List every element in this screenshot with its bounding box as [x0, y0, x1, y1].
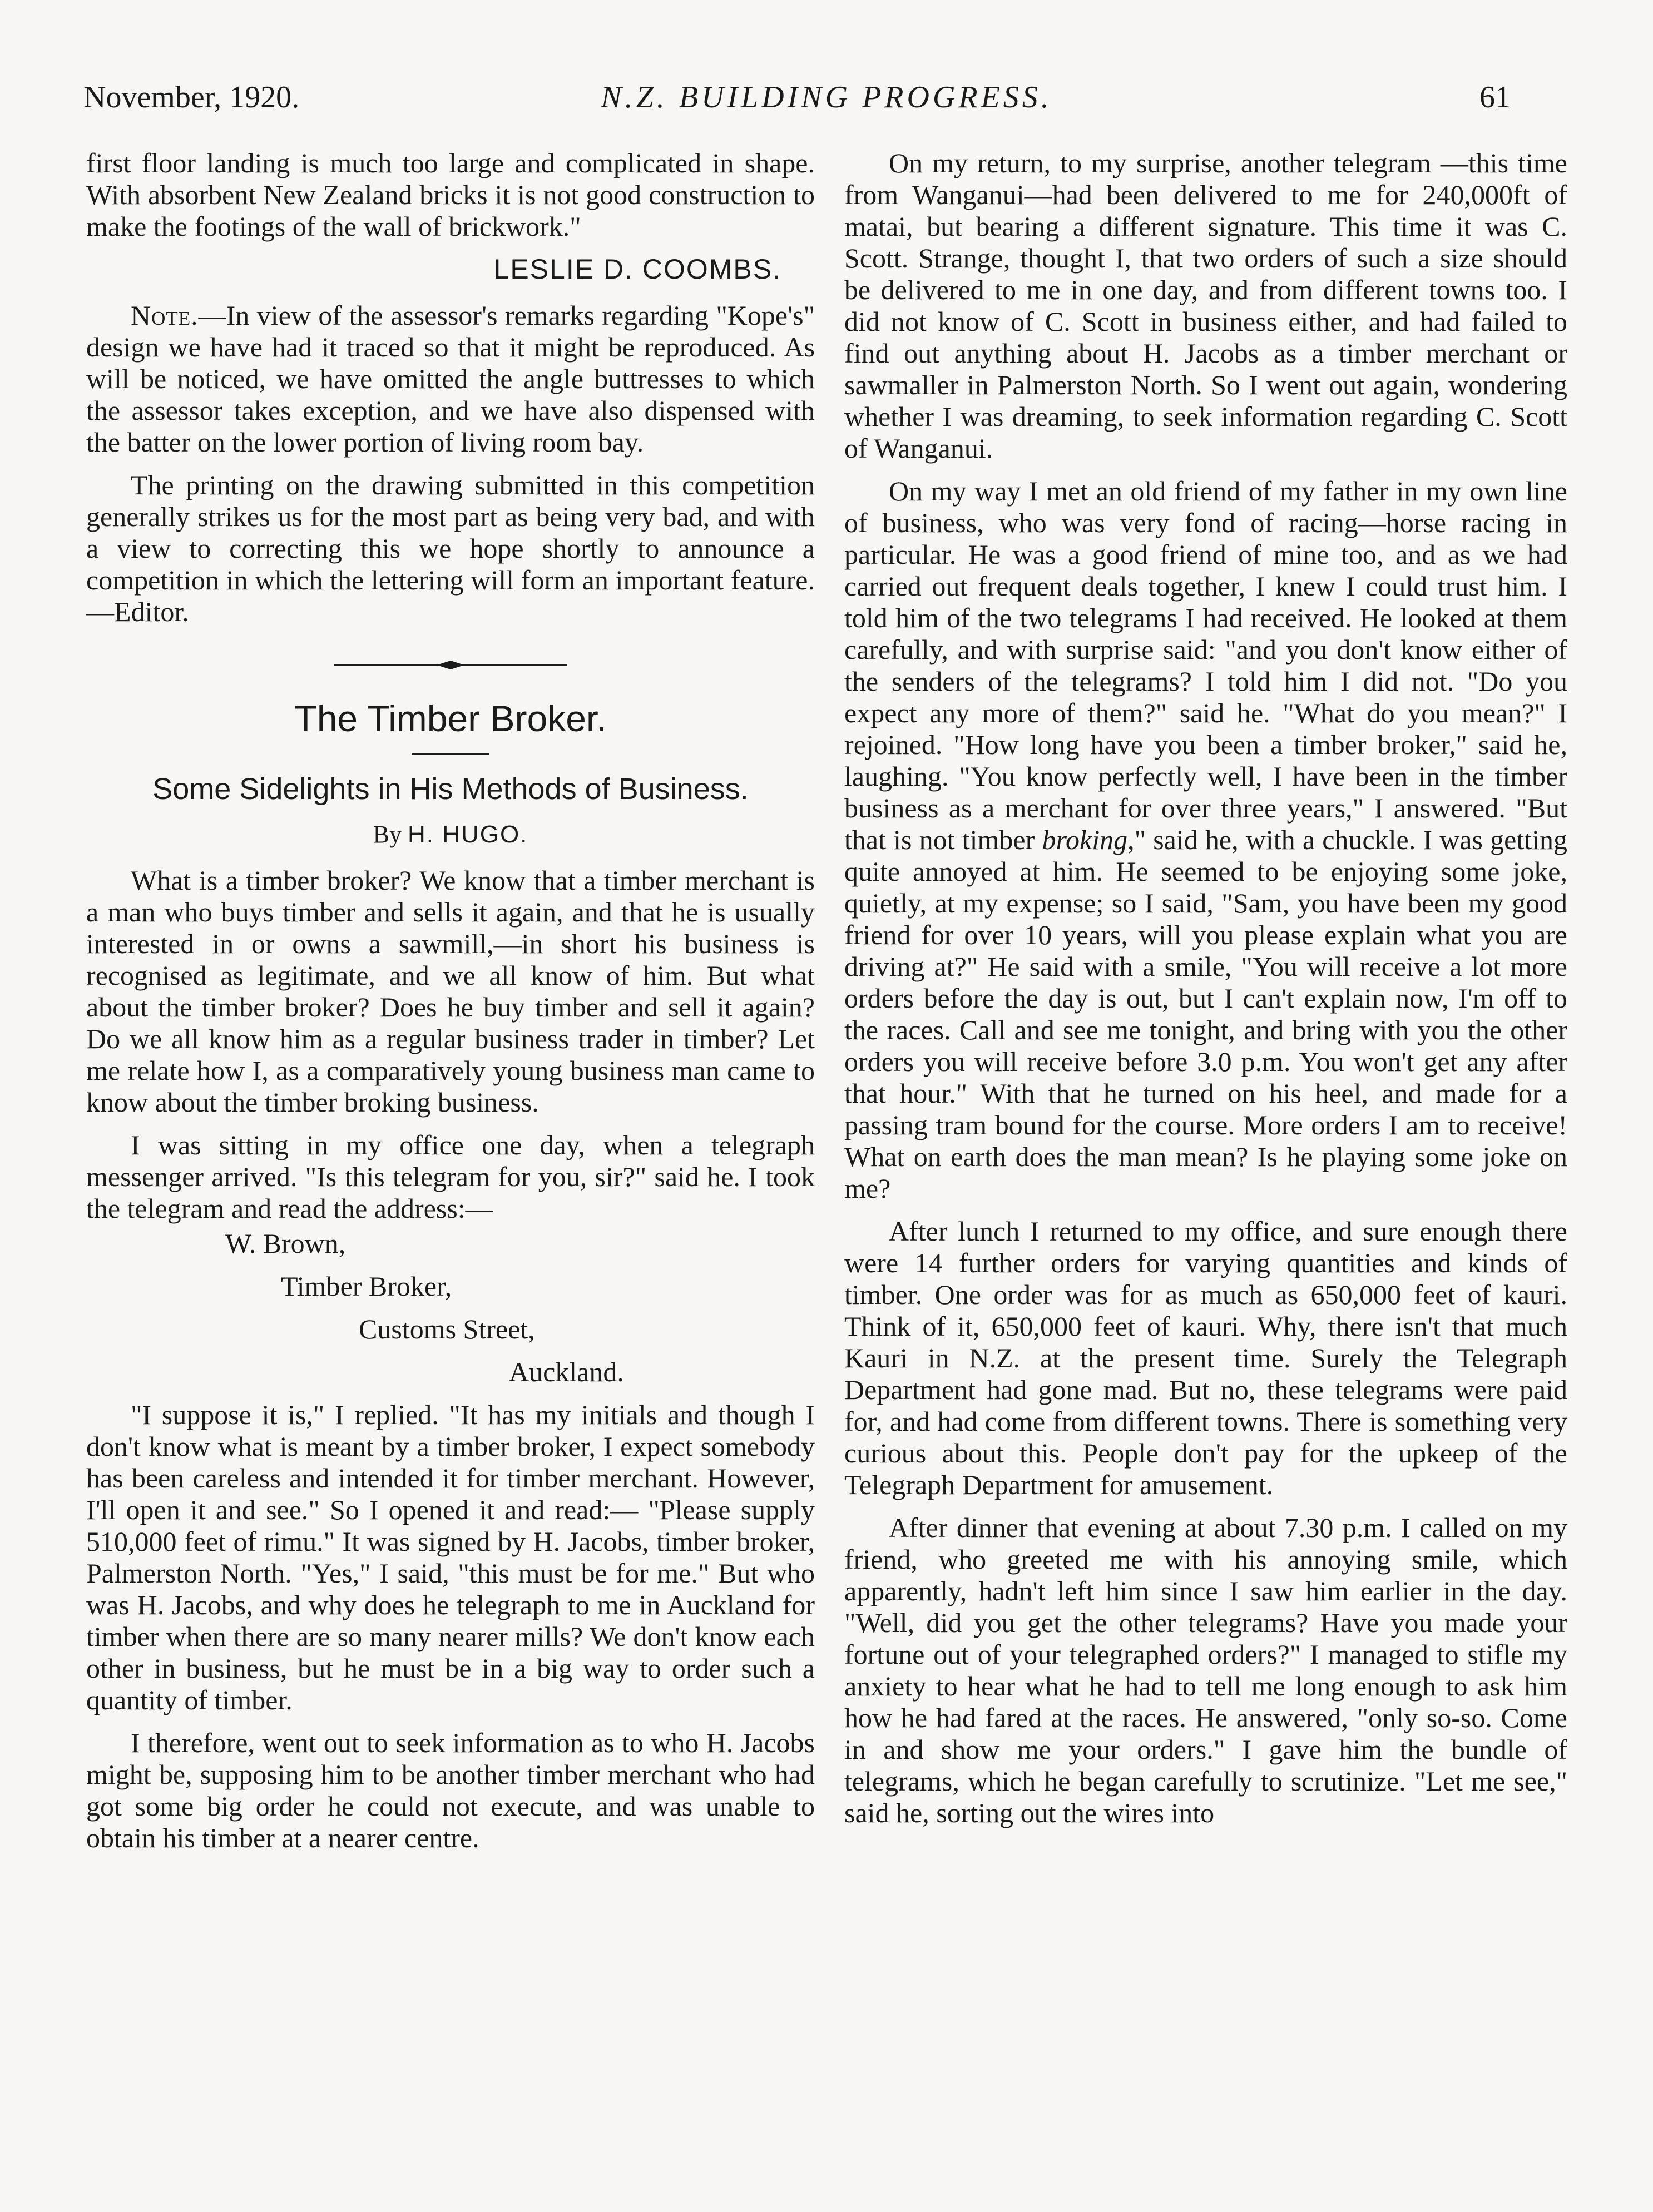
- article-title: The Timber Broker.: [294, 698, 607, 739]
- note-text: —In view of the assessor's remarks regarding "Kope's" design we have had it traced so that it might be reproduced. As will be noticed, we have omitted the angle buttresses to which the assessor takes exception, and we have also dispensed with the batter on the lower portion of living room bay.: [86, 300, 815, 458]
- byline-prefix: By: [373, 821, 402, 848]
- text-run: ," said he, with a chuckle. I was getting quite annoyed at him. He seemed to be enjoying some joke, quietly, at my expense; so I said, "Sam, you have been my good friend for over 10 years, will you please explain what you are driving at?" He said with a smile, "You will receive a lot more orders before the day is out, but I can't explain now, I'm off to the races. Call and see me tonight, and bring with you the other orders you will receive before 3.0 p.m. You won't get any after that hour." With that he turned on his heel, and made for a passing tram bound for the course. More orders I am to receive! What on earth does the man mean? Is he playing some joke on me?: [844, 824, 1567, 1204]
- paragraph: "I suppose it is," I replied. "It has my initials and though I don't know what is meant by a timber broker, I expect somebody has been careless and intended it for timber merchant. However, I'll open it and see." So I opened it and read:— "Please supply 510,000 feet of rimu." It was signed by H. Jacobs, timber broker, Palmerston North. "Yes," I said, "this must be for me." But who was H. Jacobs, and why does he telegraph to me in Auckland for timber when there are so many nearer mills? We don't know each other in business, but he must be in a big way to order such a quantity of timber.: [86, 1399, 815, 1715]
- text-run: On my way I met an old friend of my father in my own line of business, who was very fond of racing—horse racing in particular. He was a good friend of mine too, and as we had carried out frequent deals together, I knew I could trust him. I told him of the two telegrams I had received. He looked at them carefully, and with surprise said: "and you don't know either of the senders of the telegrams? I told him I did not. "Do you expect any more of them?" said he. "What do you mean?" I rejoined. "How long have you been a timber broker," said he, laughing. "You know perfectly well, I have been in the timber business as a merchant for over three years," I answered. "But that is not timber: [844, 475, 1567, 855]
- address-line: Timber Broker,: [281, 1271, 452, 1302]
- paragraph: [844, 475, 1567, 1204]
- paragraph: After dinner that evening at about 7.30 p.m. I called on my friend, who greeted me with his annoying smile, which apparently, hadn't left him since I saw him earlier in the day. "Well, did you get the other telegrams? Have you made your fortune out of your telegraphed orders?" I managed to stifle my anxiety to hear what he had to tell me long enough to ask him how he had fared at the races. He answered, "only so-so. Come in and show me your orders." I gave him the bundle of telegrams, which he began carefully to scrutinize. "Let me see," said he, sorting out the wires into: [844, 1512, 1567, 1828]
- address-line: Auckland.: [509, 1356, 624, 1387]
- byline-author: H. HUGO.: [407, 821, 528, 848]
- right-column: [844, 147, 1567, 1840]
- address-line: W. Brown,: [225, 1228, 346, 1259]
- paragraph: On my return, to my surprise, another telegram —this time from Wanganui—had been delivered to me for 240,000ft of matai, but bearing a different signature. This time it was C. Scott. Strange, thought I, that two orders of such a size should be delivered to me in one day, and from different towns too. I did not know of C. Scott in business either, and had failed to find out anything about H. Jacobs as a timber merchant or sawmaller in Palmerston North. So I went out again, wondering whether I was dreaming, to seek information regarding C. Scott of Wanganui.: [844, 147, 1567, 464]
- paragraph: After lunch I returned to my office, and sure enough there were 14 further orders for varying quantities and kinds of timber. One order was for as much as 650,000 feet of kauri. Think of it, 650,000 feet of kauri. Why, there isn't that much Kauri in N.Z. at the present time. Surely the Telegraph Department had gone mad. But no, these telegrams were paid for, and had come from different towns. There is something very curious about this. People don't pay for the upkeep of the Telegraph Department for amusement.: [844, 1216, 1567, 1500]
- note-label: Note.: [131, 300, 199, 331]
- paragraph: first floor landing is much too large and complicated in shape. With absorbent New Zealand bricks it is not good construction to make the footings of the wall of brickwork.": [86, 147, 815, 242]
- left-column: [86, 147, 815, 1865]
- paragraph: I therefore, went out to seek information as to who H. Jacobs might be, supposing him to be another timber merchant who had got some big order he could not execute, and was unable to obtain his timber at a nearer centre.: [86, 1727, 815, 1853]
- byline: [86, 819, 815, 850]
- ornament-divider: [86, 647, 815, 678]
- issue-date: November, 1920.: [83, 80, 300, 115]
- article-subtitle: Some Sidelights in His Methods of Business.: [152, 772, 749, 806]
- magazine-title: N.Z. BUILDING PROGRESS.: [601, 80, 1052, 115]
- page-number: 61: [1479, 80, 1511, 115]
- emphasis: broking: [1042, 824, 1128, 855]
- paragraph: What is a timber broker? We know that a timber merchant is a man who buys timber and sells it again, and that he is usually interested in or owns a sawmill,—in short his business is recognised as legitimate, and we all know of him. But what about the timber broker? Does he buy timber and sell it again? Do we all know him as a regular business trader in timber? Let me relate how I, as a comparatively young business man came to know about the timber broking business.: [86, 865, 815, 1118]
- paragraph: The printing on the drawing submitted in this competition generally strikes us for the most part as being very bad, and with a view to correcting this we hope shortly to announce a competition in which the lettering will form an important feature.—Editor.: [86, 469, 815, 627]
- signature: LESLIE D. COOMBS.: [493, 254, 781, 285]
- paragraph: I was sitting in my office one day, when a telegraph messenger arrived. "Is this telegram for you, sir?" said he. I took the telegram and read the address:—: [86, 1129, 815, 1224]
- editor-note: [86, 300, 815, 458]
- address-line: Customs Street,: [359, 1313, 535, 1345]
- title-rule: [412, 753, 489, 755]
- divider-ornament-icon: [334, 658, 567, 672]
